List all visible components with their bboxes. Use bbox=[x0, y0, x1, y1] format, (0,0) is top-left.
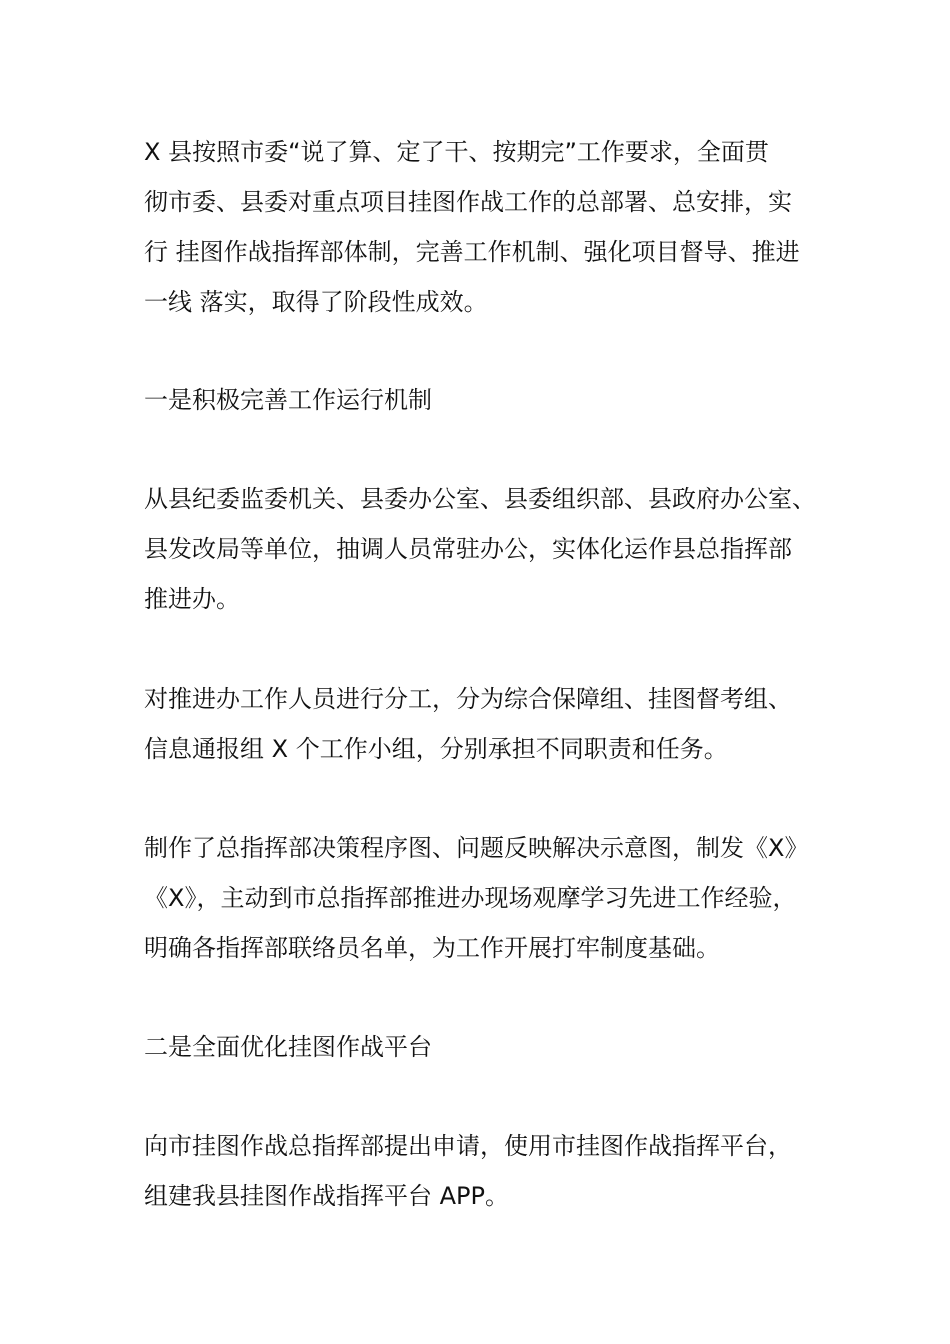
text-line: 彻市委、县委对重点项目挂图作战工作的总部署、总安排，实 bbox=[144, 188, 792, 216]
text-line: 县发改局等单位，抽调人员常驻办公，实体化运作县总指挥部 bbox=[144, 535, 792, 563]
text-line: 明确各指挥部联络员名单，为工作开展打牢制度基础。 bbox=[144, 934, 720, 962]
section-heading-2 bbox=[144, 1022, 834, 1072]
text-line: 向市挂图作战总指挥部提出申请，使用市挂图作战指挥平台， bbox=[144, 1132, 792, 1160]
paragraph-staffing bbox=[144, 474, 834, 624]
paragraph-platform bbox=[144, 1121, 834, 1221]
intro-paragraph bbox=[144, 127, 834, 327]
text-line: 从县纪委监委机关、县委办公室、县委组织部、县政府办公室、 bbox=[144, 485, 816, 513]
text-line: 推进办。 bbox=[144, 585, 240, 613]
text-line: 组建我县挂图作战指挥平台 APP。 bbox=[144, 1182, 509, 1210]
text-line: X 县按照市委“说了算、定了干、按期完”工作要求，全面贯 bbox=[144, 138, 769, 166]
section-heading-1 bbox=[144, 375, 834, 425]
paragraph-division bbox=[144, 674, 834, 774]
text-line: 行 挂图作战指挥部体制，完善工作机制、强化项目督导、推进 bbox=[144, 238, 800, 266]
heading-text: 二是全面优化挂图作战平台 bbox=[144, 1033, 432, 1061]
text-line: 对推进办工作人员进行分工，分为综合保障组、挂图督考组、 bbox=[144, 685, 792, 713]
text-line: 《X》，主动到市总指挥部推进办现场观摩学习先进工作经验， bbox=[144, 884, 797, 912]
text-line: 信息通报组 X 个工作小组，分别承担不同职责和任务。 bbox=[144, 735, 728, 763]
paragraph-procedures bbox=[144, 823, 834, 973]
text-line: 制作了总指挥部决策程序图、问题反映解决示意图，制发《X》 bbox=[144, 834, 809, 862]
text-line: 一线 落实，取得了阶段性成效。 bbox=[144, 288, 488, 316]
heading-text: 一是积极完善工作运行机制 bbox=[144, 386, 432, 414]
